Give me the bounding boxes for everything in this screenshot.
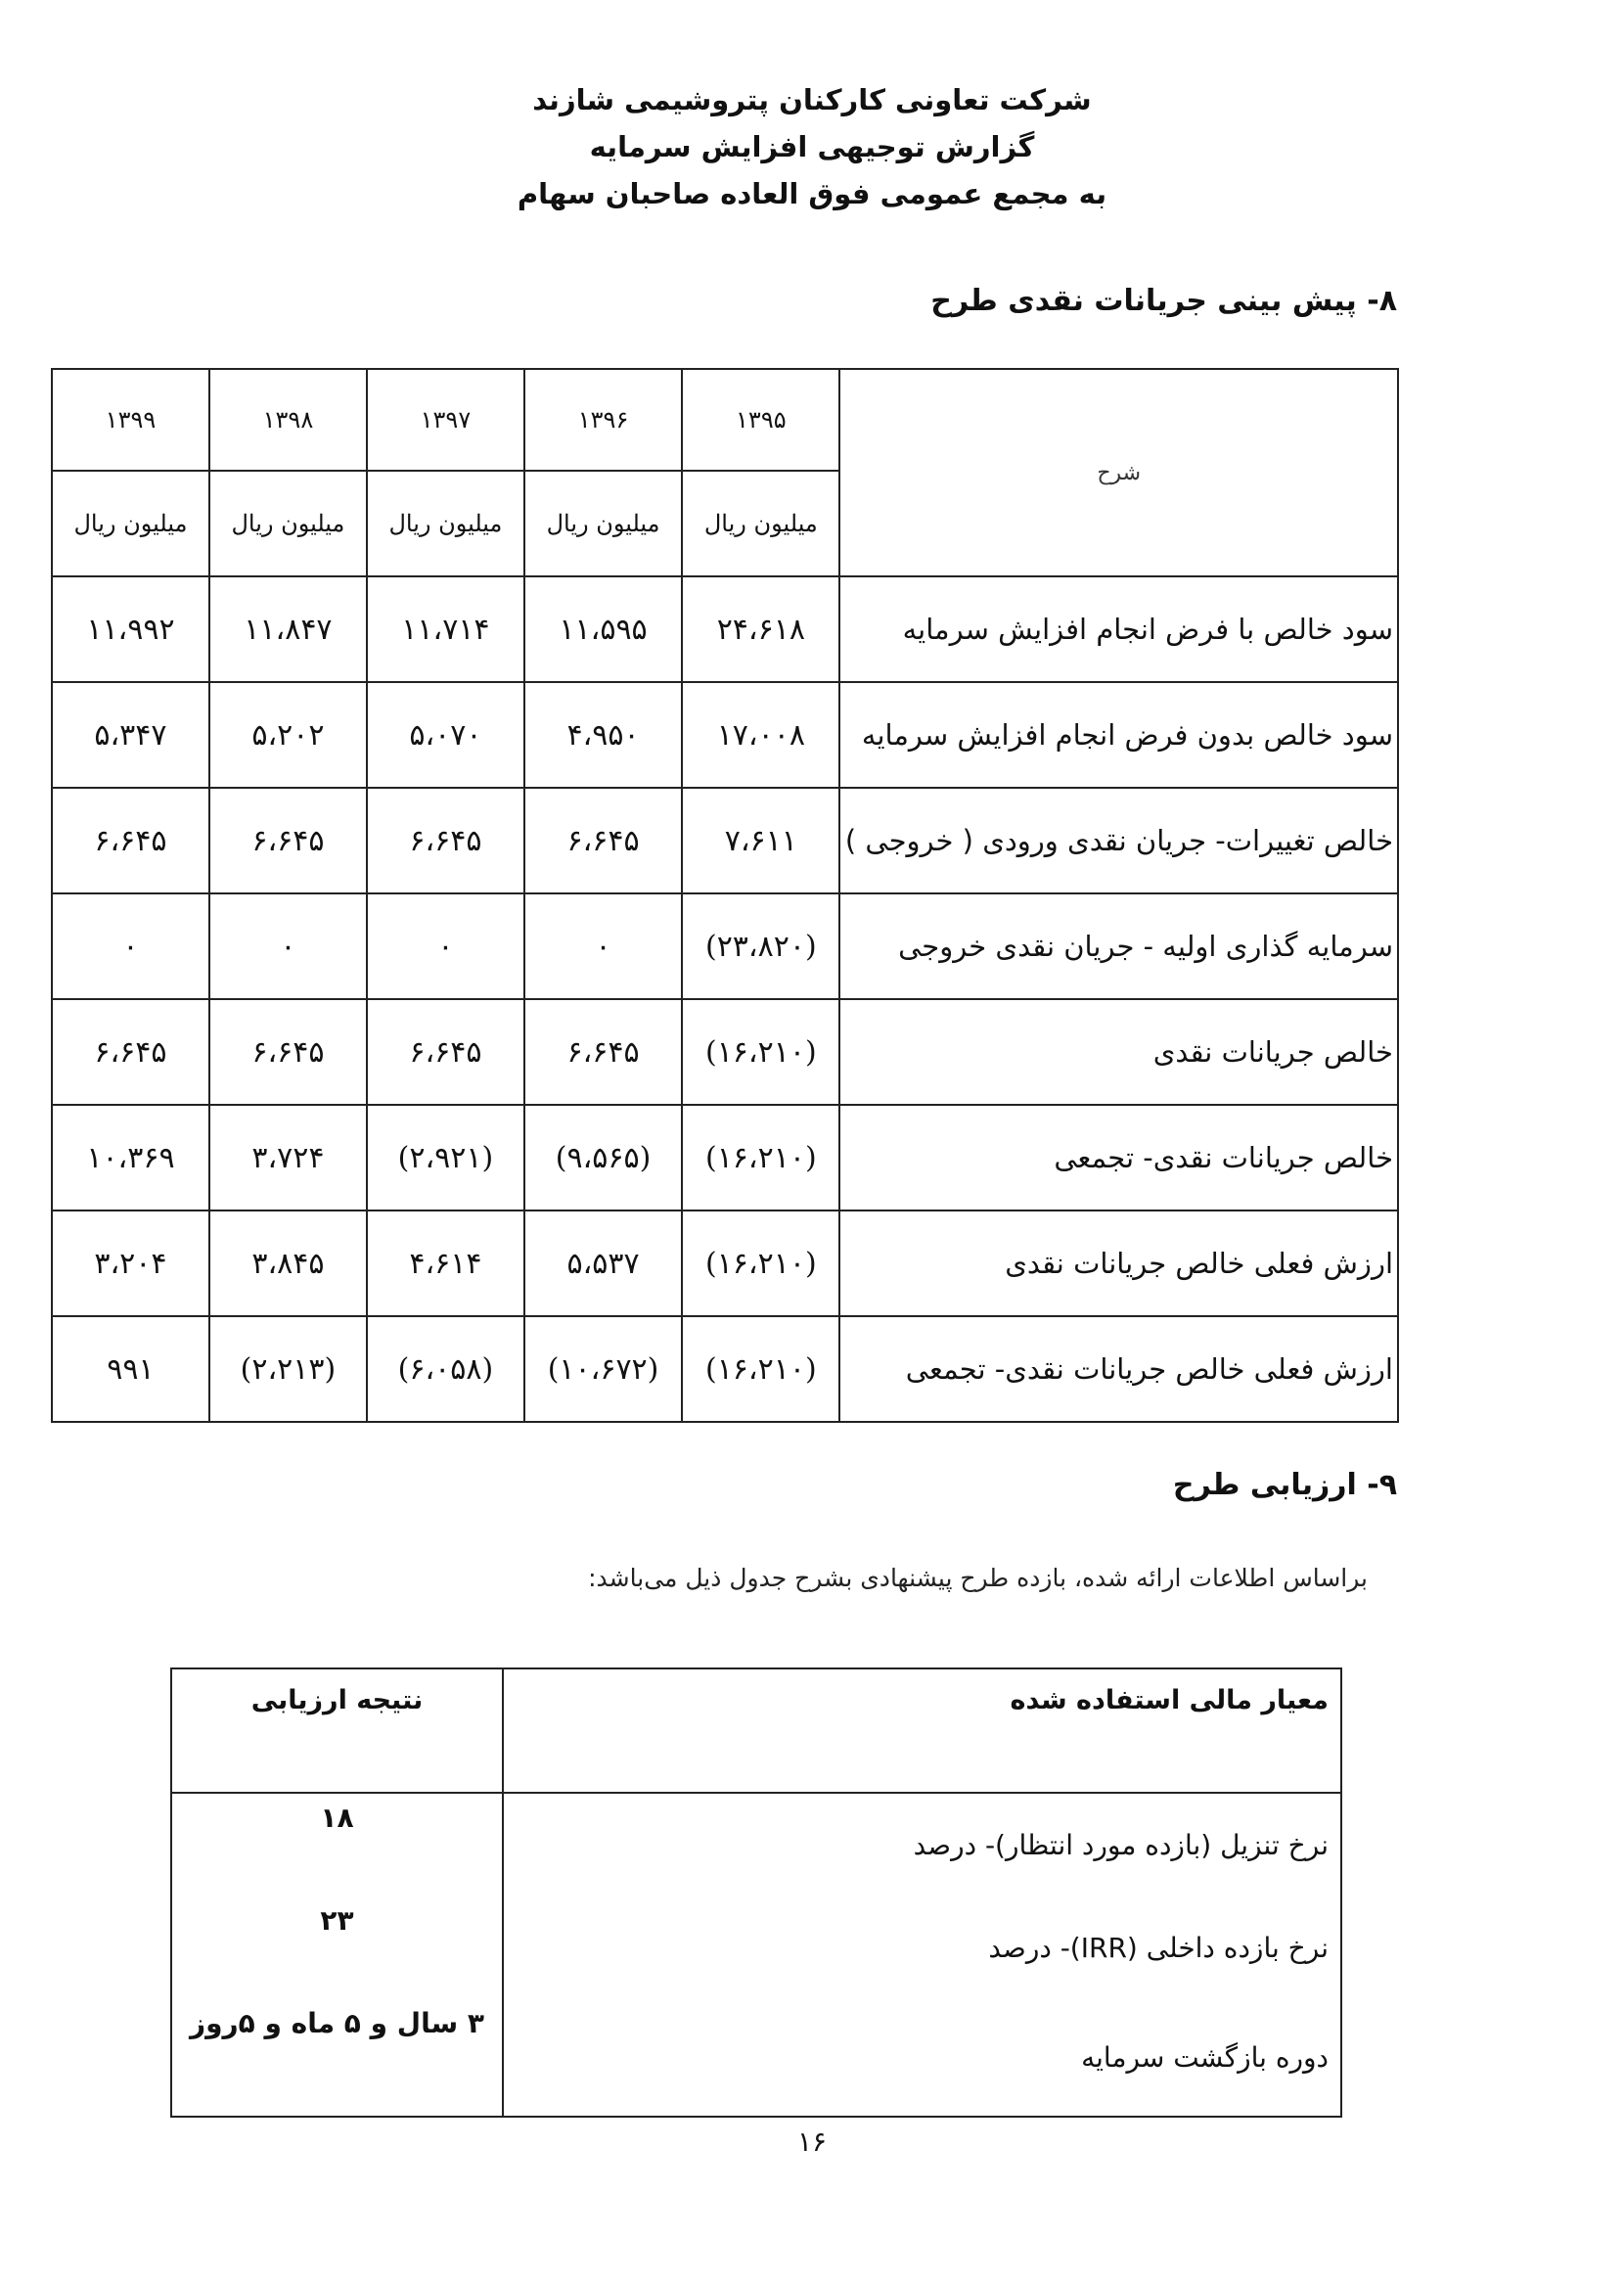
table-cell: ۳،۲۰۴ (52, 1211, 209, 1316)
table-cell: ۱۱،۷۱۴ (367, 576, 524, 682)
table-cell: ۶،۶۴۵ (367, 999, 524, 1105)
evaluation-row (171, 1793, 1341, 1896)
evaluation-intro-text: براساس اطلاعات ارائه شده، بازده طرح پیشنهادی بشرح جدول ذیل می‌باشد: (588, 1564, 1368, 1592)
row-label: سود خالص بدون فرض انجام افزایش سرمایه (839, 682, 1398, 788)
table-cell: (۱۶،۲۱۰) (682, 1211, 839, 1316)
section-8-title: ۸- پیش بینی جریانات نقدی طرح (930, 284, 1397, 318)
year-header: ۱۳۹۸ (209, 369, 367, 471)
table-cell: ۶،۶۴۵ (209, 788, 367, 893)
table-cell: ۶،۶۴۵ (52, 999, 209, 1105)
table-row (52, 576, 1398, 682)
unit-header: میلیون ریال (682, 471, 839, 576)
unit-header: میلیون ریال (524, 471, 682, 576)
table-row (52, 999, 1398, 1105)
table-cell: (۲،۲۱۳) (209, 1316, 367, 1422)
table-row (52, 1211, 1398, 1316)
cash-flow-table (51, 368, 1399, 1423)
table-cell: ۱۱،۸۴۷ (209, 576, 367, 682)
description-header: شرح (839, 369, 1398, 576)
table-cell: ۶،۶۴۵ (524, 999, 682, 1105)
table-row (52, 682, 1398, 788)
table-cell: ۲۴،۶۱۸ (682, 576, 839, 682)
table-cell: ۰ (209, 893, 367, 999)
table-row (52, 1316, 1398, 1422)
evaluation-row (171, 1896, 1341, 1999)
year-header-row (52, 369, 1398, 471)
report-header (0, 76, 1624, 217)
unit-header: میلیون ریال (52, 471, 209, 576)
year-header: ۱۳۹۵ (682, 369, 839, 471)
row-label: خالص تغییرات- جریان نقدی ورودی ( خروجی ) (839, 788, 1398, 893)
evaluation-header-row (171, 1668, 1341, 1793)
table-cell: ۶،۶۴۵ (524, 788, 682, 893)
section-9-title: ۹- ارزیابی طرح (1172, 1468, 1397, 1502)
table-cell: ۱۷،۰۰۸ (682, 682, 839, 788)
table-row (52, 788, 1398, 893)
evaluation-row (171, 1999, 1341, 2117)
table-cell: ۵،۵۳۷ (524, 1211, 682, 1316)
result-header: نتیجه ارزیابی (171, 1668, 503, 1793)
company-name: شرکت تعاونی کارکنان پتروشیمی شازند (532, 83, 1092, 116)
table-cell: (۲۳،۸۲۰) (682, 893, 839, 999)
criterion-header: معیار مالی استفاده شده (503, 1668, 1341, 1793)
table-cell: ۹۹۱ (52, 1316, 209, 1422)
row-label: سرمایه گذاری اولیه - جریان نقدی خروجی (839, 893, 1398, 999)
criterion-cell: نرخ بازده داخلی (IRR)- درصد (503, 1896, 1341, 1999)
table-cell: ۰ (524, 893, 682, 999)
table-cell: ۵،۳۴۷ (52, 682, 209, 788)
table-row (52, 893, 1398, 999)
table-cell: ۰ (367, 893, 524, 999)
row-label: خالص جریانات نقدی- تجمعی (839, 1105, 1398, 1211)
unit-header: میلیون ریال (209, 471, 367, 576)
table-cell: ۱۱،۹۹۲ (52, 576, 209, 682)
table-row (52, 1105, 1398, 1211)
year-header: ۱۳۹۹ (52, 369, 209, 471)
row-label: سود خالص با فرض انجام افزایش سرمایه (839, 576, 1398, 682)
table-cell: ۱۱،۵۹۵ (524, 576, 682, 682)
report-subtitle: به مجمع عمومی فوق العاده صاحبان سهام (517, 177, 1107, 210)
table-cell: (۱۶،۲۱۰) (682, 1316, 839, 1422)
table-cell: (۹،۵۶۵) (524, 1105, 682, 1211)
table-cell: (۱۶،۲۱۰) (682, 999, 839, 1105)
table-cell: ۵،۰۷۰ (367, 682, 524, 788)
year-header: ۱۳۹۷ (367, 369, 524, 471)
year-header: ۱۳۹۶ (524, 369, 682, 471)
table-cell: ۱۰،۳۶۹ (52, 1105, 209, 1211)
table-cell: ۷،۶۱۱ (682, 788, 839, 893)
table-cell: ۰ (52, 893, 209, 999)
table-cell: (۱۶،۲۱۰) (682, 1105, 839, 1211)
table-cell: ۴،۶۱۴ (367, 1211, 524, 1316)
row-label: ارزش فعلی خالص جریانات نقدی- تجمعی (839, 1316, 1398, 1422)
criterion-cell: نرخ تنزیل (بازده مورد انتظار)- درصد (503, 1793, 1341, 1896)
table-cell: (۶،۰۵۸) (367, 1316, 524, 1422)
table-cell: ۶،۶۴۵ (52, 788, 209, 893)
table-cell: ۶،۶۴۵ (209, 999, 367, 1105)
unit-header: میلیون ریال (367, 471, 524, 576)
table-cell: ۳،۸۴۵ (209, 1211, 367, 1316)
table-cell: ۵،۲۰۲ (209, 682, 367, 788)
table-cell: ۴،۹۵۰ (524, 682, 682, 788)
evaluation-table (170, 1667, 1342, 2118)
page-number: ۱۶ (796, 2125, 828, 2158)
report-title: گزارش توجیهی افزایش سرمایه (589, 130, 1035, 163)
table-cell: (۲،۹۲۱) (367, 1105, 524, 1211)
result-cell: ۲۳ (171, 1896, 503, 1999)
row-label: خالص جریانات نقدی (839, 999, 1398, 1105)
criterion-cell: دوره بازگشت سرمایه (503, 1999, 1341, 2117)
table-cell: (۱۰،۶۷۲) (524, 1316, 682, 1422)
result-cell: ۳ سال و ۵ ماه و ۵روز (171, 1999, 503, 2117)
table-cell: ۳،۷۲۴ (209, 1105, 367, 1211)
row-label: ارزش فعلی خالص جریانات نقدی (839, 1211, 1398, 1316)
table-cell: ۶،۶۴۵ (367, 788, 524, 893)
result-cell: ۱۸ (171, 1793, 503, 1896)
